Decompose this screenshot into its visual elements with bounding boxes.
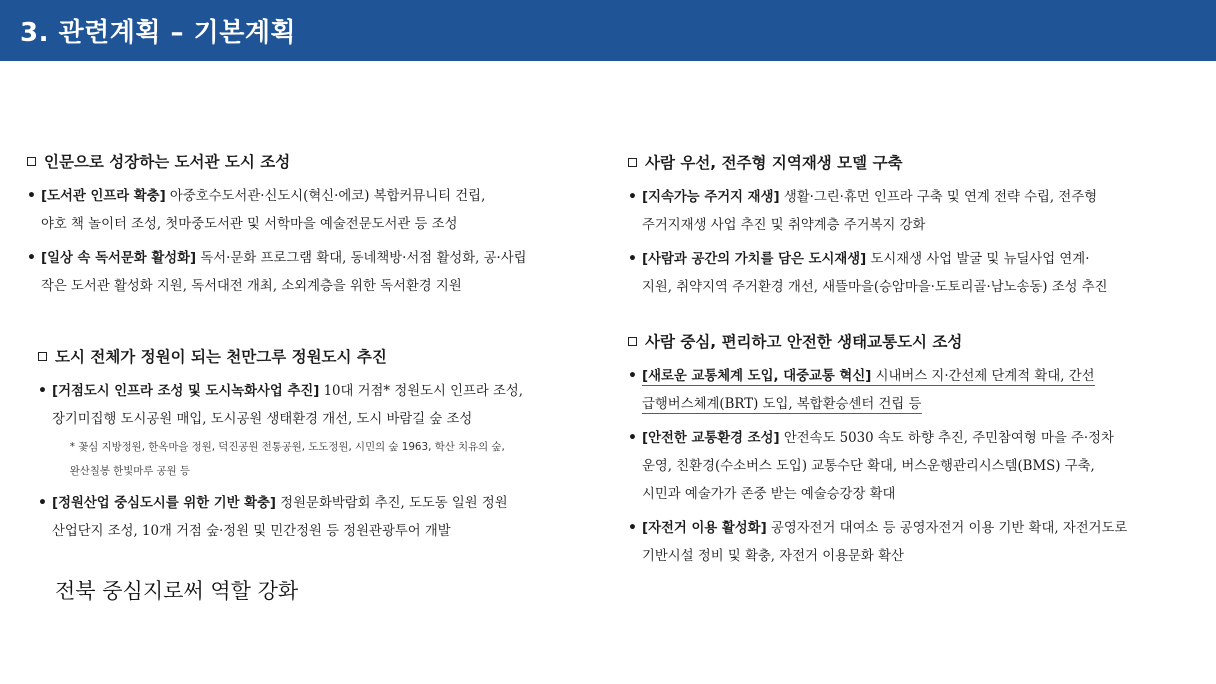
bullet-keyword: [사람과 공간의 가치를 담은 도시재생] (642, 251, 867, 267)
highlight-underline: [새로운 교통체계 도입, 대중교통 혁신] 시내버스 지·간선제 단계적 확대, 간선 (642, 368, 1095, 384)
bullet-item (628, 362, 1188, 418)
footnote: 완산칠봉 한빛마루 공원 등 (69, 465, 190, 477)
header-bar (0, 0, 1216, 61)
checkbox-square-icon (628, 158, 637, 167)
bullet-icon: • (628, 430, 637, 446)
checkbox-square-icon (38, 352, 47, 361)
bullet-icon: • (38, 383, 47, 399)
bullet-keyword: [도서관 인프라 확충] (41, 188, 166, 204)
section-regeneration-model (628, 151, 1188, 301)
section-garden-city (38, 345, 573, 545)
bullet-icon: • (38, 495, 47, 511)
bullet-keyword: [거점도시 인프라 조성 및 도시녹화사업 추진] (52, 383, 320, 399)
highlight-underline: 급행버스체계(BRT) 도입, 복합환승센터 건립 등 (642, 396, 922, 412)
bullet-keyword: [정원산업 중심도시를 위한 기반 확충] (52, 495, 277, 511)
bullet-keyword: [안전한 교통환경 조성] (642, 430, 780, 446)
section-title: 사람 우선, 전주형 지역재생 모델 구축 (628, 151, 1188, 175)
bullet-item: • [자전거 이용 활성화] 공영자전거 대여소 등 공영자전거 이용 기반 확대, 자전거도로 기반시설 정비 및 확충, 자전거 이용문화 확산 (628, 514, 1188, 570)
section-title: 인문으로 성장하는 도서관 도시 조성 (27, 150, 567, 174)
bullet-item: • [지속가능 주거지 재생] 생활·그린·휴먼 인프라 구축 및 연계 전략 수립, 전주형 주거지재생 사업 추진 및 취약계층 주거복지 강화 (628, 183, 1188, 239)
bullet-keyword: [일상 속 독서문화 활성화] (41, 250, 197, 266)
section-title: 도시 전체가 정원이 되는 천만그루 정원도시 추진 (38, 345, 573, 369)
page-title: 3. 관련계획 – 기본계획 (20, 18, 297, 48)
bullet-icon: • (628, 520, 637, 536)
annotation-note: 전북 중심지로써 역할 강화 (55, 579, 299, 603)
section-title: 사람 중심, 편리하고 안전한 생태교통도시 조성 (628, 330, 1188, 354)
bullet-icon: • (628, 368, 637, 384)
bullet-item: • [거점도시 인프라 조성 및 도시녹화사업 추진] 10대 거점* 정원도시 인프라 조성, 장기미집행 도시공원 매입, 도시공원 생태환경 개선, 도시 바람길 숲 조성 * 꽃심 지방정원, 한옥마을 정원, 덕진공원 전통공원, 도도정원, 시민의 숲 1963, 학산 치유의 숲, 완산칠봉 한빛마루 공원 등 (38, 377, 573, 483)
bullet-icon: • (27, 188, 36, 204)
checkbox-square-icon (27, 157, 36, 166)
bullet-icon: • (27, 250, 36, 266)
checkbox-square-icon (628, 337, 637, 346)
bullet-keyword: [자전거 이용 활성화] (642, 520, 767, 536)
footnote: * 꽃심 지방정원, 한옥마을 정원, 덕진공원 전통공원, 도도정원, 시민의 숲 1963, 학산 치유의 숲, (69, 441, 505, 453)
section-eco-transport (628, 330, 1188, 570)
bullet-keyword: [지속가능 주거지 재생] (642, 189, 780, 205)
bullet-item: • [정원산업 중심도시를 위한 기반 확충] 정원문화박람회 추진, 도도동 일원 정원 산업단지 조성, 10개 거점 숲·정원 및 민간정원 등 정원관광투어 개발 (38, 489, 573, 545)
bullet-item: • [일상 속 독서문화 활성화] 독서·문화 프로그램 확대, 동네책방·서점 활성화, 공·사립 작은 도서관 활성화 지원, 독서대전 개최, 소외계층을 위한 독서환경 지원 (27, 244, 567, 300)
bullet-item: • [도서관 인프라 확충] 아중호수도서관·신도시(혁신·에코) 복합커뮤니티 건립, 야호 책 놀이터 조성, 첫마중도서관 및 서학마을 예술전문도서관 등 조성 (27, 182, 567, 238)
bullet-icon: • (628, 251, 637, 267)
bullet-item: • [사람과 공간의 가치를 담은 도시재생] 도시재생 사업 발굴 및 뉴딜사업 연계· 지원, 취약지역 주거환경 개선, 새뜰마을(승암마을·도토리골·남노송동) 조성 추진 (628, 245, 1188, 301)
bullet-keyword: [새로운 교통체계 도입, 대중교통 혁신] (642, 368, 872, 384)
section-library-city (27, 150, 567, 300)
bullet-icon: • (628, 189, 637, 205)
bullet-item: • [안전한 교통환경 조성] 안전속도 5030 속도 하향 추진, 주민참여형 마을 주·정차 운영, 친환경(수소버스 도입) 교통수단 확대, 버스운행관리시스템(BMS) 구축, 시민과 예술가가 존중 받는 예술승강장 확대 (628, 424, 1188, 508)
